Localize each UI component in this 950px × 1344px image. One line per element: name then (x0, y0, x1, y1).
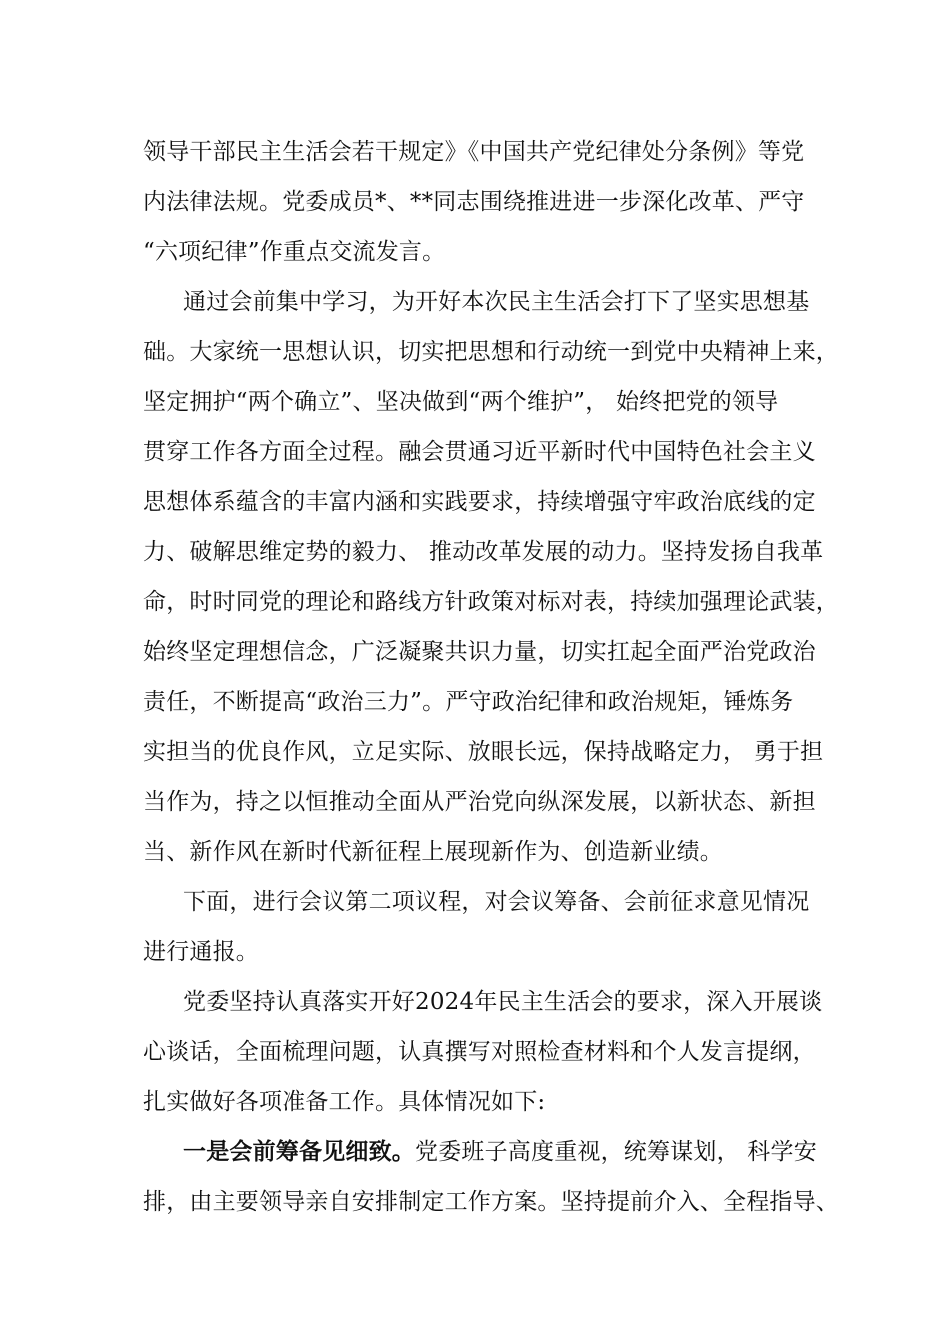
text-line: 实担当的优良作风，立足实际、放眼长远，保持战略定力， 勇于担 (143, 739, 824, 765)
bold-lead-in: 一是会前筹备见细致。 (183, 1138, 415, 1165)
text-line: 坚定拥护“两个确立”、坚决做到“两个维护”， 始终把党的领导 (143, 389, 779, 415)
text-line: 内法律法规。党委成员*、**同志围绕推进进一步深化改革、严守 (143, 189, 805, 215)
text-line: 当、新作风在新时代新征程上展现新作为、创造新业绩。 (143, 839, 723, 865)
text-line: 下面，进行会议第二项议程，对会议筹备、会前征求意见情况 (183, 889, 810, 915)
text-line: 始终坚定理想信念，广泛凝聚共识力量，切实扛起全面严治党政治 (143, 639, 816, 665)
text-line: 党委坚持认真落实开好2024年民主生活会的要求，深入开展谈 (183, 989, 823, 1015)
paragraph-3 (143, 877, 833, 977)
text-line: “六项纪律”作重点交流发言。 (143, 239, 446, 265)
text-line: 扎实做好各项准备工作。具体情况如下: (143, 1089, 546, 1115)
paragraph-2 (143, 277, 839, 877)
text-line: 贯穿工作各方面全过程。融会贯通习近平新时代中国特色社会主义 (143, 439, 816, 465)
text-line: 命，时时同党的理论和路线方针政策对标对表，持续加强理论武装， (143, 589, 839, 615)
text-line: 础。大家统一思想认识，切实把思想和行动统一到党中央精神上来， (143, 339, 839, 365)
text-line: 当作为，持之以恒推动全面从严治党向纵深发展，以新状态、新担 (143, 789, 816, 815)
text-line: 力、破解思维定势的毅力、 推动改革发展的动力。坚持发扬自我革 (143, 539, 824, 565)
paragraph-5 (143, 1127, 839, 1227)
paragraph-4 (143, 977, 833, 1127)
lead-line-rest: 党委班子高度重视，统筹谋划， 科学安 (415, 1139, 817, 1165)
text-line: 思想体系蕴含的丰富内涵和实践要求，持续增强守牢政治底线的定 (143, 489, 816, 515)
text-line: 心谈话，全面梳理问题，认真撰写对照检查材料和个人发言提纲， (143, 1039, 816, 1065)
text-line: 通过会前集中学习，为开好本次民主生活会打下了坚实思想基 (183, 289, 810, 315)
text-line: 进行通报。 (143, 939, 259, 965)
paragraph-1 (143, 127, 833, 277)
text-line: 责任，不断提高“政治三力”。严守政治纪律和政治规矩，锤炼务 (143, 689, 794, 715)
document-body (143, 127, 839, 1227)
text-line (143, 1127, 833, 1177)
text-line: 排，由主要领导亲自安排制定工作方案。坚持提前介入、全程指导、 (143, 1189, 839, 1215)
text-line: 领导干部民主生活会若干规定》《中国共产党纪律处分条例》等党 (143, 139, 805, 165)
